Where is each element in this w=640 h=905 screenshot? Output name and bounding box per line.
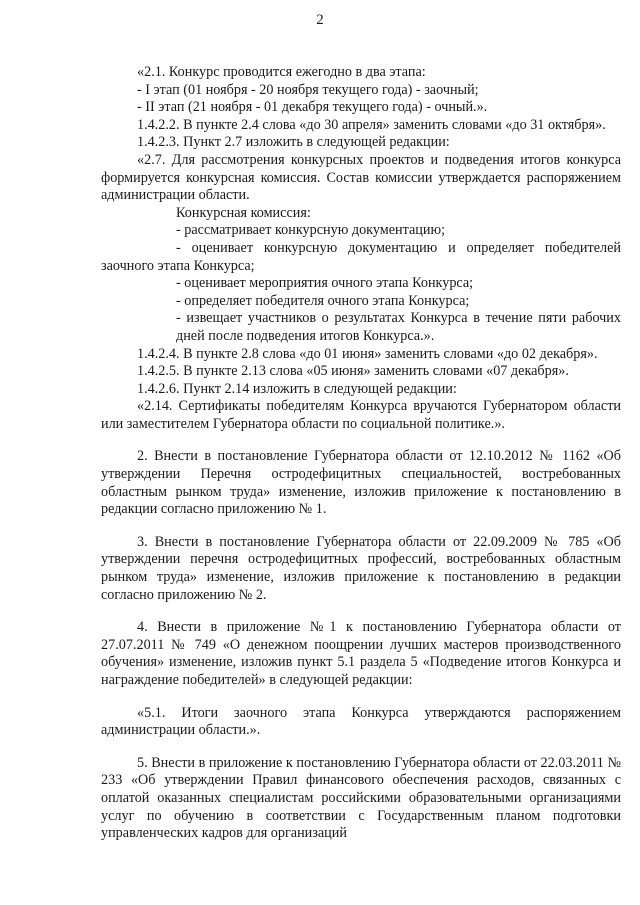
paragraph-1-4-2-6: 1.4.2.6. Пункт 2.14 изложить в следующей редакции: <box>137 380 457 397</box>
list-item-commission-1: - рассматривает конкурсную документацию; <box>176 222 446 239</box>
paragraph-item-2: 2. Внести в постановление Губернатора области от 12.10.2012 № 1162 «Об утверждении Перечня остродефицитных специальностей, востребованных областным рынком труда» изменение, изложив приложение к постановлению в редакции согласно приложению № 1. <box>101 448 621 518</box>
paragraph-item-4: 4. Внести в приложение №1 к постановлению Губернатора области от 27.07.2011 № 749 «О денежном поощрении лучших мастеров производственного обучения» изменение, изложив пункт 5.1 раздела 5 «Подведение итогов Конкурса и награждение победителей» в следующей редакции: <box>101 619 621 688</box>
paragraph-1-4-2-3: 1.4.2.3. Пункт 2.7 изложить в следующей редакции: <box>137 134 450 151</box>
paragraph-commission-title: Конкурсная комиссия: <box>176 204 311 221</box>
paragraph-2-7: «2.7. Для рассмотрения конкурсных проектов и подведения итогов конкурса формируется конкурсная комиссия. Состав комиссии утверждается распоряжением администрации области. <box>101 151 621 204</box>
list-item-commission-5: - извещает участников о результатах Конкурса в течение пяти рабочих дней после подведения итогов Конкурса.». <box>176 310 621 344</box>
list-item-commission-3: - оценивает мероприятия очного этапа Конкурса; <box>176 275 474 292</box>
paragraph-1-4-2-4: 1.4.2.4. В пункте 2.8 слова «до 01 июня» заменить словами «до 02 декабря». <box>137 345 598 362</box>
document-body <box>101 64 621 843</box>
paragraph-1-4-2-5: 1.4.2.5. В пункте 2.13 слова «05 июня» заменить словами «07 декабря». <box>137 363 569 380</box>
paragraph-stage-2: - II этап (21 ноября - 01 декабря текущего года) - очный.». <box>137 99 488 116</box>
paragraph-stage-1: - I этап (01 ноября - 20 ноября текущего года) - заочный; <box>137 81 479 98</box>
list-item-commission-2: - оценивает конкурсную документацию и определяет победителей заочного этапа Конкурса; <box>101 239 621 274</box>
paragraph-1-4-2-2: 1.4.2.2. В пункте 2.4 слова «до 30 апреля» заменить словами «до 31 октября». <box>137 116 606 133</box>
list-item-commission-4: - определяет победителя очного этапа Конкурса; <box>176 292 470 309</box>
paragraph-item-3: 3. Внести в постановление Губернатора области от 22.09.2009 № 785 «Об утверждении перечня остродефицитных профессий, востребованных областным рынком труда» изменение, изложив приложение к постановлению в редакции согласно приложению № 2. <box>101 533 621 603</box>
paragraph-2-14: «2.14. Сертификаты победителям Конкурса вручаются Губернатором области или заместителем Губернатора области по социальной политике.». <box>101 398 621 432</box>
paragraph-item-5: 5. Внести в приложение к постановлению Губернатора области от 22.03.2011 № 233 «Об утверждении Правил финансового обеспечения расходов, связанных с оплатой оказанных специалистам российскими образовательными организациями услуг по обучению в соответствии с Государственным планом подготовки управленческих кадров для организаций <box>101 754 621 842</box>
paragraph-5-1: «5.1. Итоги заочного этапа Конкурса утверждаются распоряжением администрации области.». <box>101 704 621 739</box>
paragraph-2-1: «2.1. Конкурс проводится ежегодно в два этапа: <box>137 64 426 80</box>
page-number: 2 <box>316 12 324 28</box>
